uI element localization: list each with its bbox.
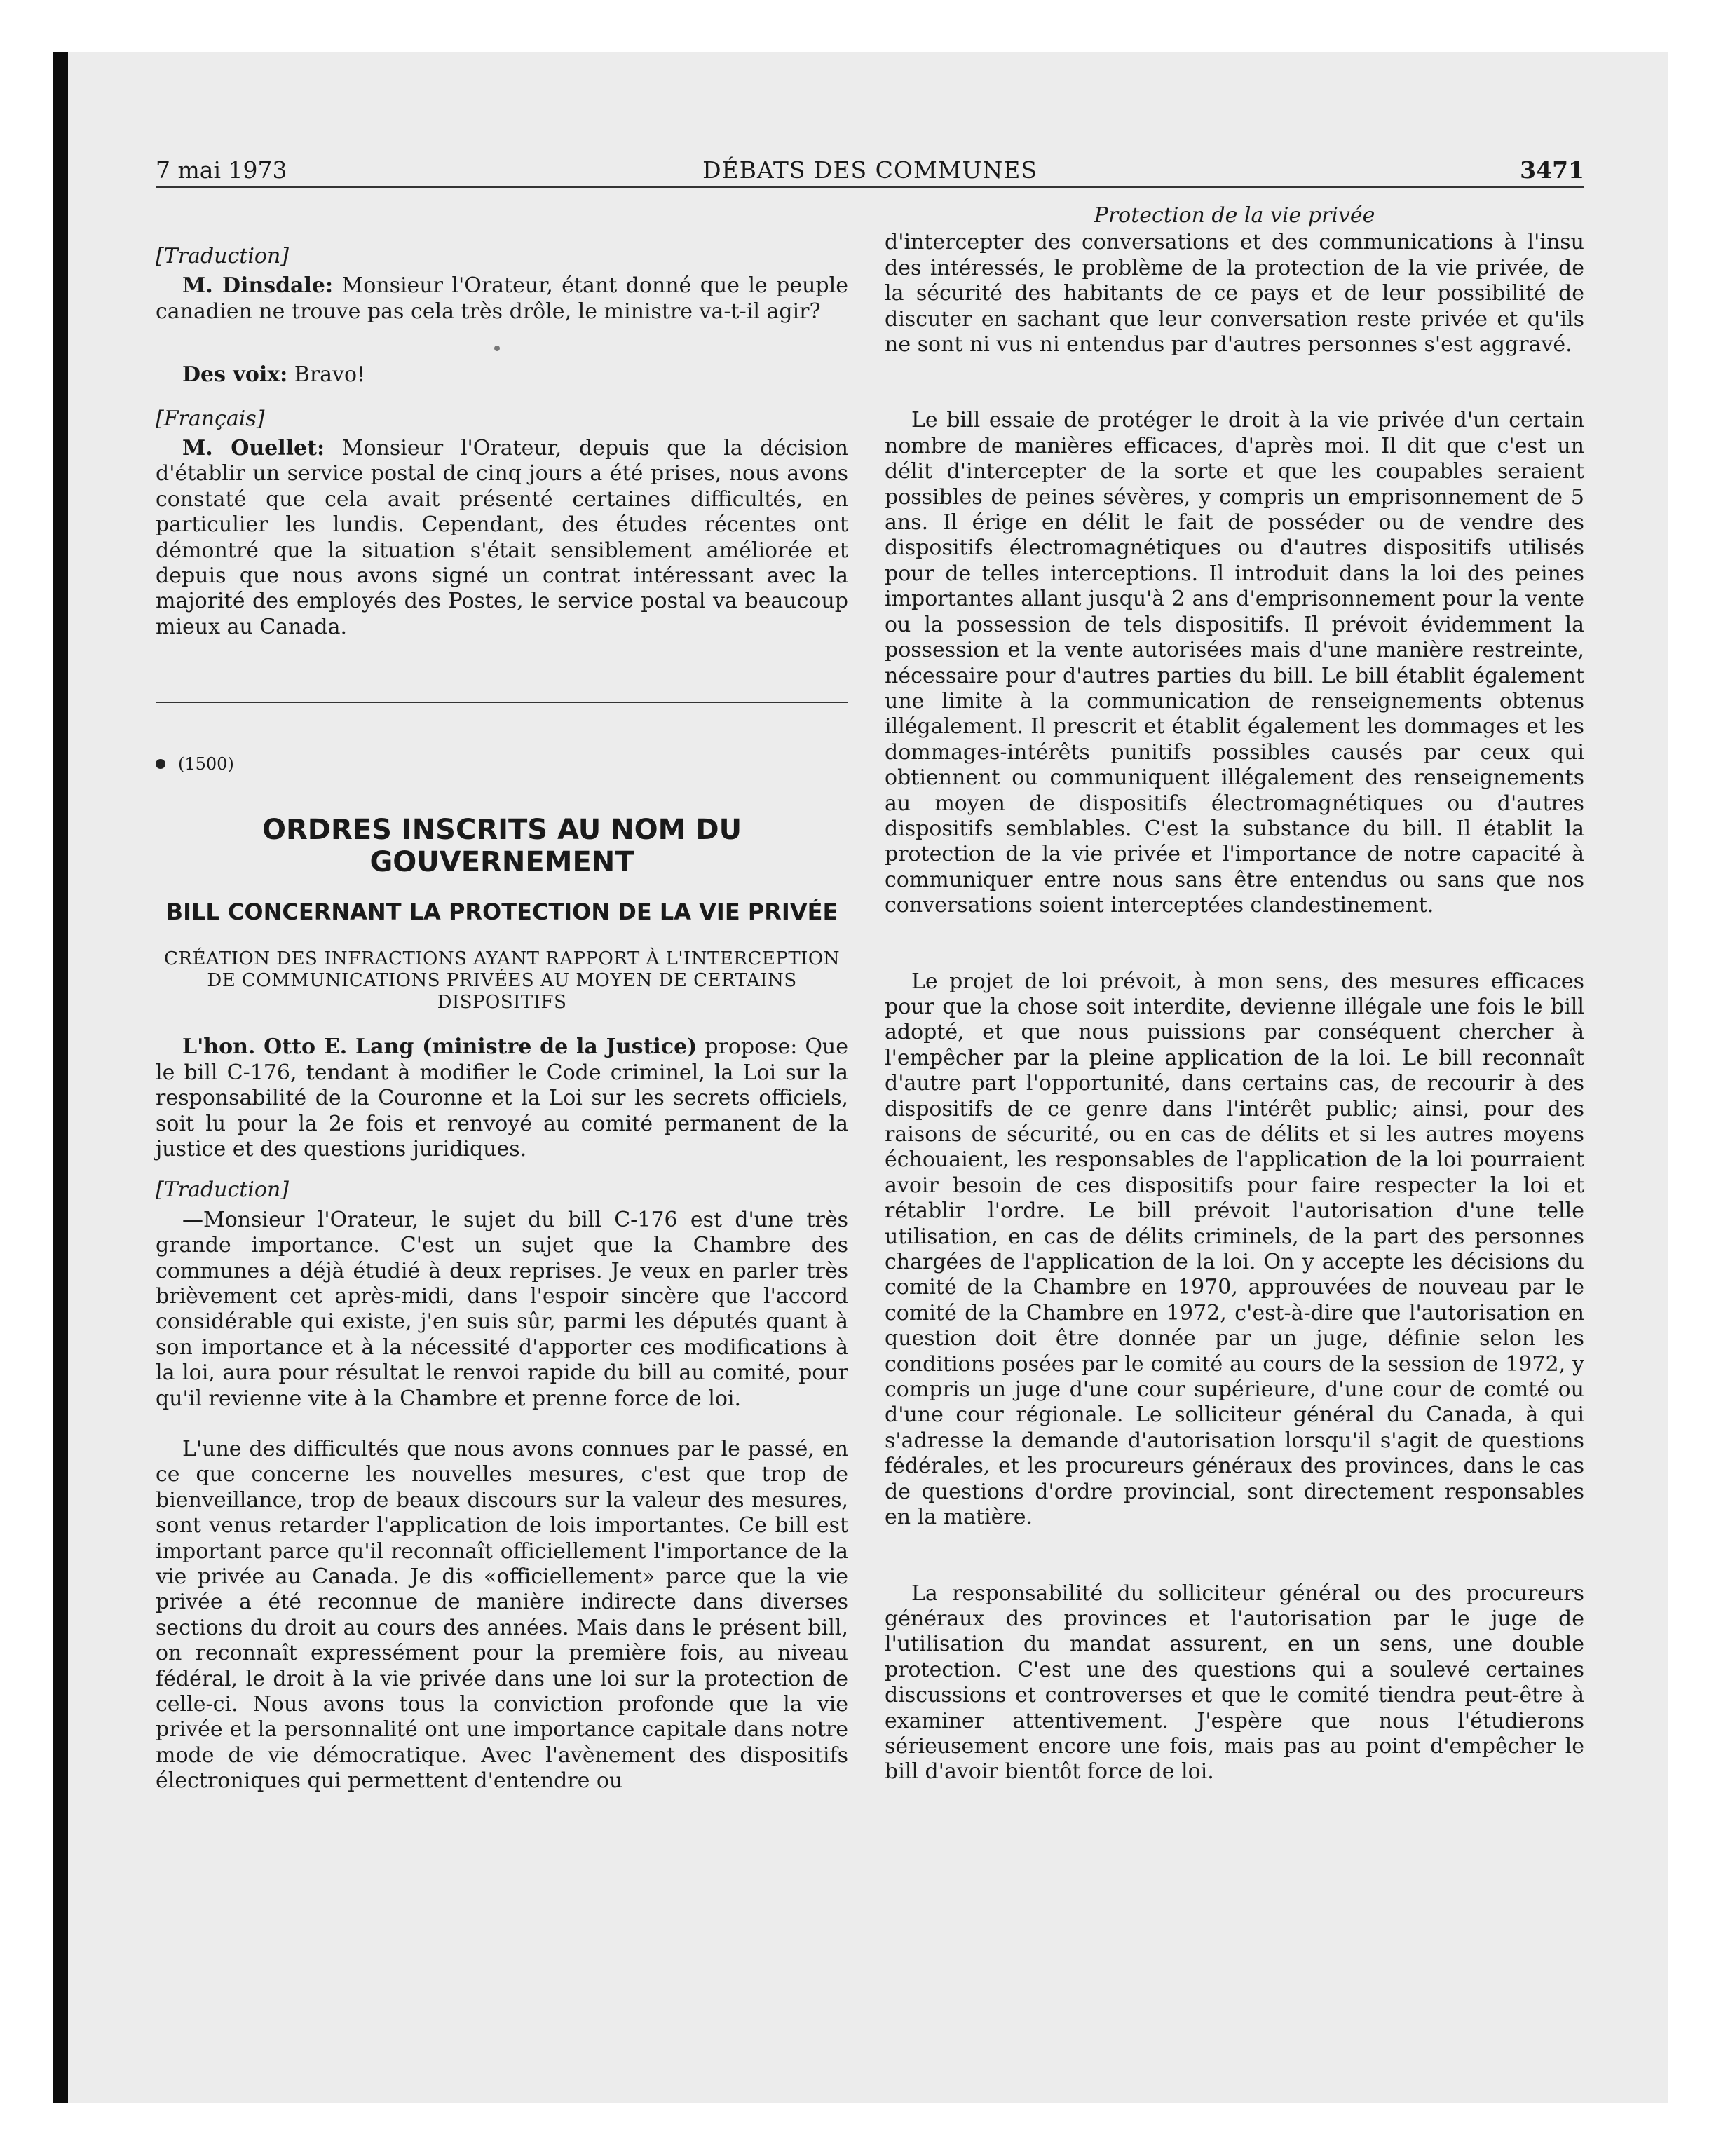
french-marker: [Français] [156, 406, 265, 431]
heading-privacy-bill: BILL CONCERNANT LA PROTECTION DE LA VIE PRIVÉE [165, 899, 838, 926]
bullet-icon [156, 759, 165, 769]
speaker-ouellet: M. Ouellet: [182, 436, 325, 461]
lang-motion-text: propose: Que le bill C-176, tendant à modifier le Code criminel, la Loi sur la responsabilité de la Couronne et la Loi sur les secrets officiels, soit lu pour la 2e fois et renvoyé au comité permanent de la justice et des questions juridiques. [156, 1035, 848, 1161]
page-header [156, 154, 1584, 188]
running-head: Protection de la vie privée [1094, 203, 1375, 228]
paragraph-responsibility: La responsabilité du solliciteur général ou des procureurs généraux des provinces et l'autorisation par le juge de l'utilisation du mandat assurent, en un sens, une double protection. C'est une des questions qui a soulevé certaines discussions et controverses et que le comité tiendra peut-être à examiner attentivement. J'espère que nous l'étudierons sérieusement encore une fois, mais pas au point d'empêcher le bill d'avoir bientôt force de loi. [885, 1581, 1584, 1785]
heading-offences: CRÉATION DES INFRACTIONS AYANT RAPPORT À L'INTERCEPTION DE COMMUNICATIONS PRIVÉES AU MOYEN DE CERTAINS DISPOSITIFS [163, 948, 840, 1014]
dinsdale-paragraph [156, 273, 848, 325]
speaker-lang: L'hon. Otto E. Lang (ministre de la Justice) [182, 1035, 698, 1060]
heading-government-orders: ORDRES INSCRITS AU NOM DU GOUVERNEMENT [261, 814, 742, 879]
right-column [885, 203, 1584, 1785]
paragraph-difficulties: L'une des difficultés que nous avons connues par le passé, en ce que concerne les nouvelles mesures, c'est que trop de bienveillance, trop de beaux discours sur la valeur des mesures, sont venus retarder l'application de lois importantes. Ce bill est important parce qu'il reconnaît officiellement l'importance de la vie privée au Canada. Je dis «officiellement» parce que la vie privée a été reconnue de manière indirecte dans diverses sections du droit au cours des années. Mais dans le présent bill, on reconnaît expressément pour la première fois, au niveau fédéral, le droit à la vie privée dans une loi sur la protection de celle-ci. Nous avons tous la conviction profonde que la vie privée et la personnalité ont une importance capitale dans notre mode de vie démocratique. Avec l'avènement des dispositifs électroniques qui permettent d'entendre ou [156, 1436, 848, 1794]
header-date: 7 mai 1973 [156, 156, 287, 184]
ouellet-paragraph [156, 436, 848, 640]
header-title: DÉBATS DES COMMUNES [702, 156, 1037, 184]
paragraph-continued: d'intercepter des conversations et des communications à l'insu des intéressés, le problème de la protection de la vie privée, de la sécurité des habitants de ce pays et de leur possibilité de discuter en sachant que leur conversation reste privée et qu'ils ne sont ni vus ni entendus par d'autres personnes s'est aggravé. [885, 230, 1584, 357]
translation-marker-2: [Traduction] [156, 1178, 290, 1203]
voices-paragraph [156, 362, 848, 388]
dinsdale-text: Monsieur l'Orateur, étant donné que le peuple canadien ne trouve pas cela très drôle, le ministre va-t-il agir? [156, 273, 848, 324]
speaker-dinsdale: M. Dinsdale: [182, 273, 334, 299]
ouellet-text: Monsieur l'Orateur, depuis que la décision d'établir un service postal de cinq jours a été prises, nous avons constaté que cela avait présenté certaines difficultés, en particulier les lundis. Cependant, des études récentes ont démontré que la situation s'était sensiblement améliorée et depuis que nous avons signé un contrat intéressant avec la majorité des employés des Postes, le service postal va beaucoup mieux au Canada. [156, 436, 848, 639]
speaker-voices: Des voix: [182, 362, 288, 388]
voices-text: Bravo! [287, 362, 366, 388]
translation-marker: [Traduction] [156, 244, 290, 268]
paragraph-effective-measures: Le projet de loi prévoit, à mon sens, des mesures efficaces pour que la chose soit interdite, devienne illégale une fois le bill adopté, et que nous puissions par conséquent chercher à l'empêcher par la pleine application de la loi. Le bill reconnaît d'autre part l'opportunité, dans certains cas, de recourir à des dispositifs de ce genre dans l'intérêt public; ainsi, pour des raisons de sécurité, ou en cas de délits et si les autres moyens échouaient, les responsables de l'application de la loi pourraient avoir besoin de ces dispositifs pour faire respecter la loi et rétablir l'ordre. Le bill prévoit l'autorisation d'une telle utilisation, en cas de délits criminels, de la part des personnes chargées de l'application de la loi. On y accepte les décisions du comité de la Chambre en 1970, approuvées de nouveau par le comité de la Chambre en 1972, c'est-à-dire que l'autorisation en question doit être donnée par un juge, définie selon les conditions posées par le comité au cours de la session de 1972, y compris un juge d'une cour supérieure, d'une cour de comté ou d'une cour régionale. Le solliciteur général du Canada, à qui s'adresse la demande d'autorisation lorsqu'il s'agit de questions fédérales, et les procureurs généraux des provinces, dans le cas de questions d'ordre provincial, sont directement responsables en la matière. [885, 969, 1584, 1530]
paragraph-bill-protects: Le bill essaie de protéger le droit à la vie privée d'un certain nombre de manières efficaces, d'après moi. Il dit que c'est un délit d'intercepter de la sorte et que les coupables seraient possibles de peines sévères, y compris un emprisonnement de 5 ans. Il érige en délit le fait de posséder ou de vendre des dispositifs électromagnétiques ou d'autres dispositifs utilisés pour de telles interceptions. Il introduit dans la loi des peines importantes allant jusqu'à 2 ans d'emprisonnement pour la vente ou la possession de tels dispositifs. Il prévoit évidemment la possession et la vente autorisées mais d'une manière restreinte, nécessaire pour d'autres parties du bill. Le bill établit également une limite à la communication de renseignements obtenus illégalement. Il prescrit et établit également les dommages et les dommages-intérêts punitifs possibles causés par ceux qui obtiennent ou communiquent illégalement des renseignements au moyen de dispositifs électromagnétiques ou d'autres dispositifs semblables. C'est la substance du bill. Il établit la protection de la vie privée et l'importance de notre capacité à communiquer entre nous sans être entendus ou sans que nos conversations soient interceptées clandestinement. [885, 408, 1584, 918]
paragraph-importance: —Monsieur l'Orateur, le sujet du bill C-176 est d'une très grande importance. C'est un sujet que la Chambre des communes a déjà étudié à deux reprises. Je veux en parler très brièvement cet après-midi, dans l'espoir sincère que l'accord considérable qui existe, j'en suis sûr, parmi les députés quant à son importance et à la nécessité d'apporter ces modifications à la loi, aura pour résultat le renvoi rapide du bill au comité, pour qu'il revienne vite à la Chambre et prenne force de loi. [156, 1207, 848, 1411]
header-page-number: 3471 [1520, 156, 1584, 184]
left-column [156, 238, 848, 1794]
timestamp [156, 753, 848, 775]
timestamp-text: (1500) [178, 754, 234, 775]
lang-motion-paragraph [156, 1035, 848, 1162]
section-divider [156, 702, 848, 703]
binding-edge [53, 52, 68, 2103]
